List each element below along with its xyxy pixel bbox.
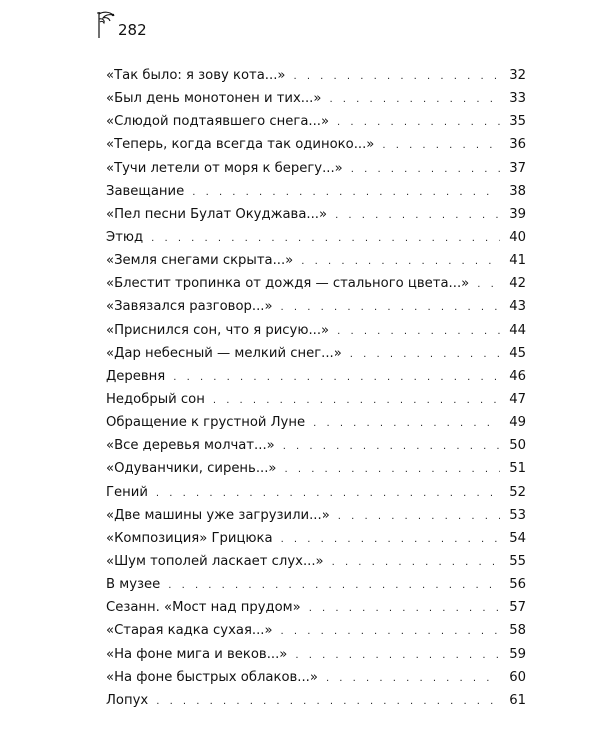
toc-entry-title: «Все деревья молчат...» — [106, 438, 275, 454]
toc-entry — [106, 411, 526, 434]
toc-entry-page: 47 — [509, 391, 526, 407]
toc-entry-title: «Земля снегами скрыта...» — [106, 253, 294, 269]
toc-entry-title: Гений — [106, 484, 148, 500]
toc-entry-title: «Две машины уже загрузили...» — [106, 507, 330, 523]
toc-entry-page: 42 — [509, 276, 526, 292]
dot-leader — [338, 505, 500, 528]
toc-entry-title: «Слюдой подтаявшего снега...» — [106, 114, 330, 130]
toc-entry — [106, 596, 526, 619]
toc-entry — [106, 365, 526, 388]
dot-leader — [382, 134, 500, 157]
toc-entry — [106, 619, 526, 642]
toc-entry — [106, 573, 526, 596]
toc-entry-page: 60 — [509, 669, 526, 685]
toc-entry — [106, 527, 526, 550]
toc-entry — [106, 689, 526, 712]
toc-entry-title: «Приснился сон, что я рисую...» — [106, 322, 330, 338]
toc-entry-title: «Одуванчики, сирень...» — [106, 461, 277, 477]
toc-entry-title: Деревня — [106, 368, 166, 384]
dot-leader — [332, 551, 500, 574]
toc-entry-title: Лопух — [106, 692, 149, 708]
dot-leader — [313, 412, 500, 435]
toc-entry-title: «Дар небесный — мелкий снег...» — [106, 345, 342, 361]
toc-entry-page: 32 — [509, 68, 526, 83]
toc-entry-page: 58 — [509, 623, 526, 639]
dot-leader — [284, 458, 500, 481]
dot-leader — [350, 343, 500, 366]
toc-entry — [106, 550, 526, 573]
toc-entry-title: «Блестит тропинка от дождя — стального цвета...» — [106, 276, 470, 292]
dot-leader — [151, 227, 500, 250]
toc-entry — [106, 295, 526, 318]
toc-entry-title: «Композиция» Грицюка — [106, 530, 273, 546]
toc-entry-title: «Завязался разговор...» — [106, 299, 273, 315]
toc-entry-title: Сезанн. «Мост над прудом» — [106, 600, 301, 616]
toc-entry — [106, 272, 526, 295]
toc-entry — [106, 457, 526, 480]
toc-entry — [106, 249, 526, 272]
toc-entry — [106, 319, 526, 342]
dot-leader — [168, 574, 500, 597]
toc-entry-title: «На фоне мига и веков...» — [106, 646, 288, 662]
dot-leader — [283, 435, 500, 458]
dot-leader — [281, 620, 500, 643]
ornament-icon — [96, 10, 116, 40]
toc-entry-page: 33 — [509, 91, 526, 107]
toc-entry — [106, 64, 526, 87]
toc-entry-title: Завещание — [106, 183, 185, 199]
toc-entry-title: «Тучи летели от моря к берегу...» — [106, 160, 343, 176]
toc-entry-page: 53 — [509, 507, 526, 523]
dot-leader — [281, 528, 500, 551]
toc-entry-page: 57 — [509, 600, 526, 616]
toc-entry — [106, 643, 526, 666]
toc-entry-page: 52 — [509, 484, 526, 500]
dot-leader — [326, 667, 500, 690]
toc-entry-title: «Был день монотонен и тих...» — [106, 91, 322, 107]
toc-entry-page: 54 — [509, 530, 526, 546]
dot-leader — [156, 482, 500, 505]
toc-entry-page: 43 — [509, 299, 526, 315]
toc-entry-page: 37 — [509, 160, 526, 176]
toc-entry-page: 51 — [509, 461, 526, 477]
dot-leader — [329, 88, 500, 111]
toc-entry-page: 46 — [509, 368, 526, 384]
toc-entry-title: «Так было: я зову кота...» — [106, 68, 286, 83]
toc-entry — [106, 666, 526, 689]
toc-entry-page: 36 — [509, 137, 526, 153]
dot-leader — [335, 204, 500, 227]
toc-entry-page: 55 — [509, 553, 526, 569]
toc-entry — [106, 133, 526, 156]
toc-entry-title: Этюд — [106, 229, 144, 245]
dot-leader — [301, 250, 500, 273]
toc-entry-title: В музее — [106, 577, 161, 593]
toc-entry — [106, 504, 526, 527]
toc-entry-page: 40 — [509, 229, 526, 245]
toc-entry-page: 45 — [509, 345, 526, 361]
toc-entry-page: 50 — [509, 438, 526, 454]
toc-entry-title: Недобрый сон — [106, 391, 205, 407]
toc-entry-page: 38 — [509, 183, 526, 199]
dot-leader — [309, 597, 500, 620]
toc-entry-page: 49 — [509, 415, 526, 431]
dot-leader — [156, 690, 500, 713]
dot-leader — [192, 181, 500, 204]
toc-entry — [106, 87, 526, 110]
toc-entry-title: «Пел песни Булат Окуджава...» — [106, 206, 328, 222]
toc-entry — [106, 342, 526, 365]
toc-entry-page: 56 — [509, 577, 526, 593]
toc-entry-page: 44 — [509, 322, 526, 338]
toc-entry — [106, 434, 526, 457]
dot-leader — [351, 158, 500, 181]
toc-entry-title: «Шум тополей ласкает слух...» — [106, 553, 324, 569]
dot-leader — [281, 296, 500, 319]
dot-leader — [173, 366, 500, 389]
toc-entry — [106, 180, 526, 203]
toc-entry — [106, 110, 526, 133]
toc-entry-page: 61 — [509, 692, 526, 708]
toc-entry-page: 35 — [509, 114, 526, 130]
toc-entry-title: Обращение к грустной Луне — [106, 415, 306, 431]
toc-entry-page: 59 — [509, 646, 526, 662]
dot-leader — [337, 320, 500, 343]
dot-leader — [295, 644, 500, 667]
table-of-contents — [106, 64, 526, 712]
toc-entry-title: «Старая кадка сухая...» — [106, 623, 273, 639]
toc-entry-title: «Теперь, когда всегда так одиноко...» — [106, 137, 375, 153]
toc-entry — [106, 157, 526, 180]
toc-entry-page: 41 — [509, 253, 526, 269]
dot-leader — [293, 65, 500, 88]
toc-entry — [106, 481, 526, 504]
toc-entry — [106, 226, 526, 249]
page-header — [96, 10, 147, 40]
toc-entry-page: 39 — [509, 206, 526, 222]
toc-entry-title: «На фоне быстрых облаков...» — [106, 669, 318, 685]
dot-leader — [337, 111, 500, 134]
page-number: 282 — [118, 21, 147, 39]
dot-leader — [477, 273, 500, 296]
toc-entry — [106, 203, 526, 226]
dot-leader — [213, 389, 500, 412]
toc-entry — [106, 388, 526, 411]
